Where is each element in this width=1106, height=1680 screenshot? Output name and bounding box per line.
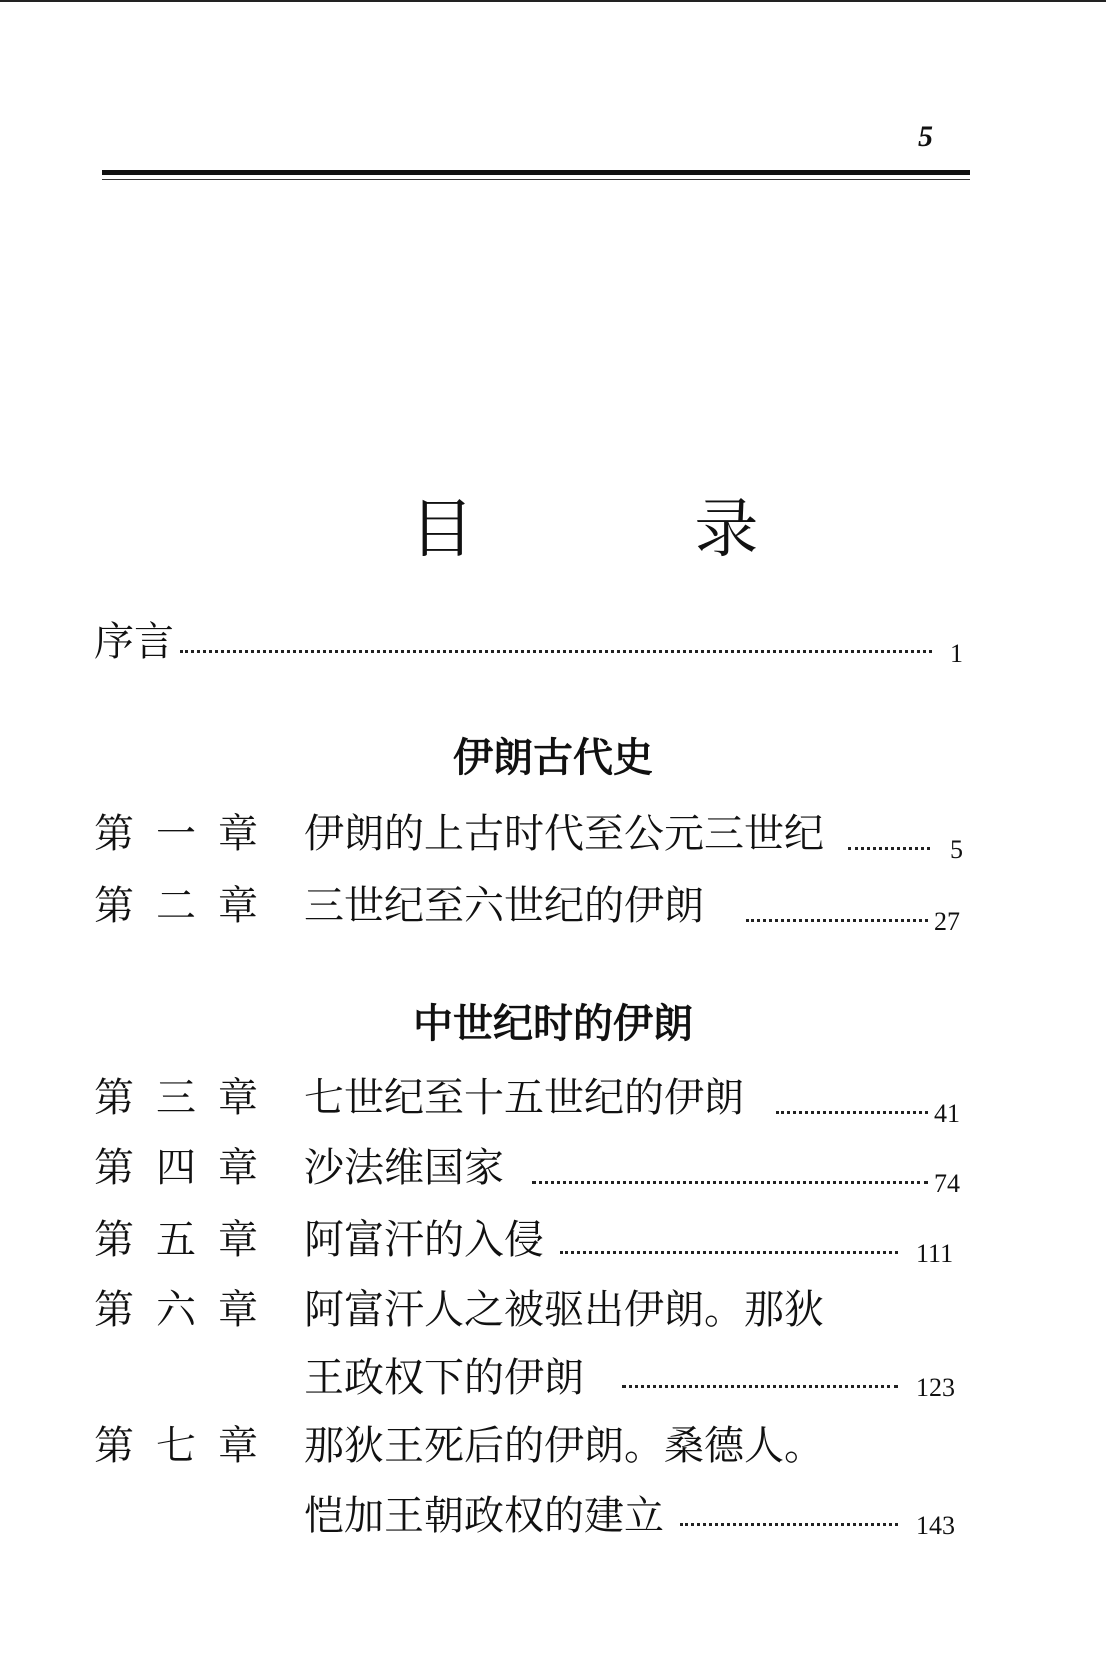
chapter-page-4: 74 [934, 1169, 960, 1198]
chapter-label-7: 第七章 [94, 1423, 280, 1469]
chapter-title-3: 七世纪至十五世纪的伊朗 [304, 1075, 744, 1121]
page-number: 5 [918, 120, 933, 153]
chapter-title-6-line2: 王政权下的伊朗 [304, 1355, 584, 1401]
chapter-label-4: 第四章 [94, 1145, 280, 1191]
toc-page-preface: 1 [950, 639, 963, 668]
page-top-edge [0, 0, 1106, 2]
toc-leader-preface [180, 650, 932, 653]
section-heading-ancient: 伊朗古代史 [453, 735, 653, 781]
section-heading-medieval: 中世纪时的伊朗 [413, 1001, 693, 1047]
chapter-page-2: 27 [934, 907, 960, 936]
toc-leader-5 [560, 1251, 898, 1254]
toc-leader-6 [622, 1385, 898, 1388]
toc-entry-preface-title: 序言 [94, 619, 174, 665]
toc-leader-2 [746, 919, 928, 922]
chapter-page-7: 143 [916, 1511, 955, 1540]
chapter-label-2: 第二章 [94, 883, 280, 929]
chapter-page-5: 111 [916, 1239, 954, 1268]
chapter-title-6-line1: 阿富汗人之被驱出伊朗。那狄 [304, 1287, 824, 1333]
header-rule-thick [102, 170, 970, 175]
chapter-title-4: 沙法维国家 [304, 1145, 504, 1191]
toc-leader-3 [776, 1111, 928, 1114]
toc-leader-7 [680, 1523, 898, 1526]
chapter-label-6: 第六章 [94, 1287, 280, 1333]
chapter-page-6: 123 [916, 1373, 955, 1402]
chapter-title-7-line2: 恺加王朝政权的建立 [304, 1493, 664, 1539]
chapter-title-2: 三世纪至六世纪的伊朗 [304, 883, 704, 929]
chapter-title-5: 阿富汗的入侵 [304, 1217, 544, 1263]
chapter-title-7-line1: 那狄王死后的伊朗。桑德人。 [304, 1423, 824, 1469]
toc-leader-4 [532, 1181, 928, 1184]
toc-title: 目 录 [410, 493, 859, 567]
header-rule-thin [102, 179, 970, 180]
chapter-page-1: 5 [950, 835, 963, 864]
chapter-label-1: 第一章 [94, 811, 280, 857]
toc-leader-1 [848, 847, 930, 850]
chapter-label-3: 第三章 [94, 1075, 280, 1121]
chapter-label-5: 第五章 [94, 1217, 280, 1263]
chapter-title-1: 伊朗的上古时代至公元三世纪 [304, 811, 824, 857]
chapter-page-3: 41 [934, 1099, 960, 1128]
